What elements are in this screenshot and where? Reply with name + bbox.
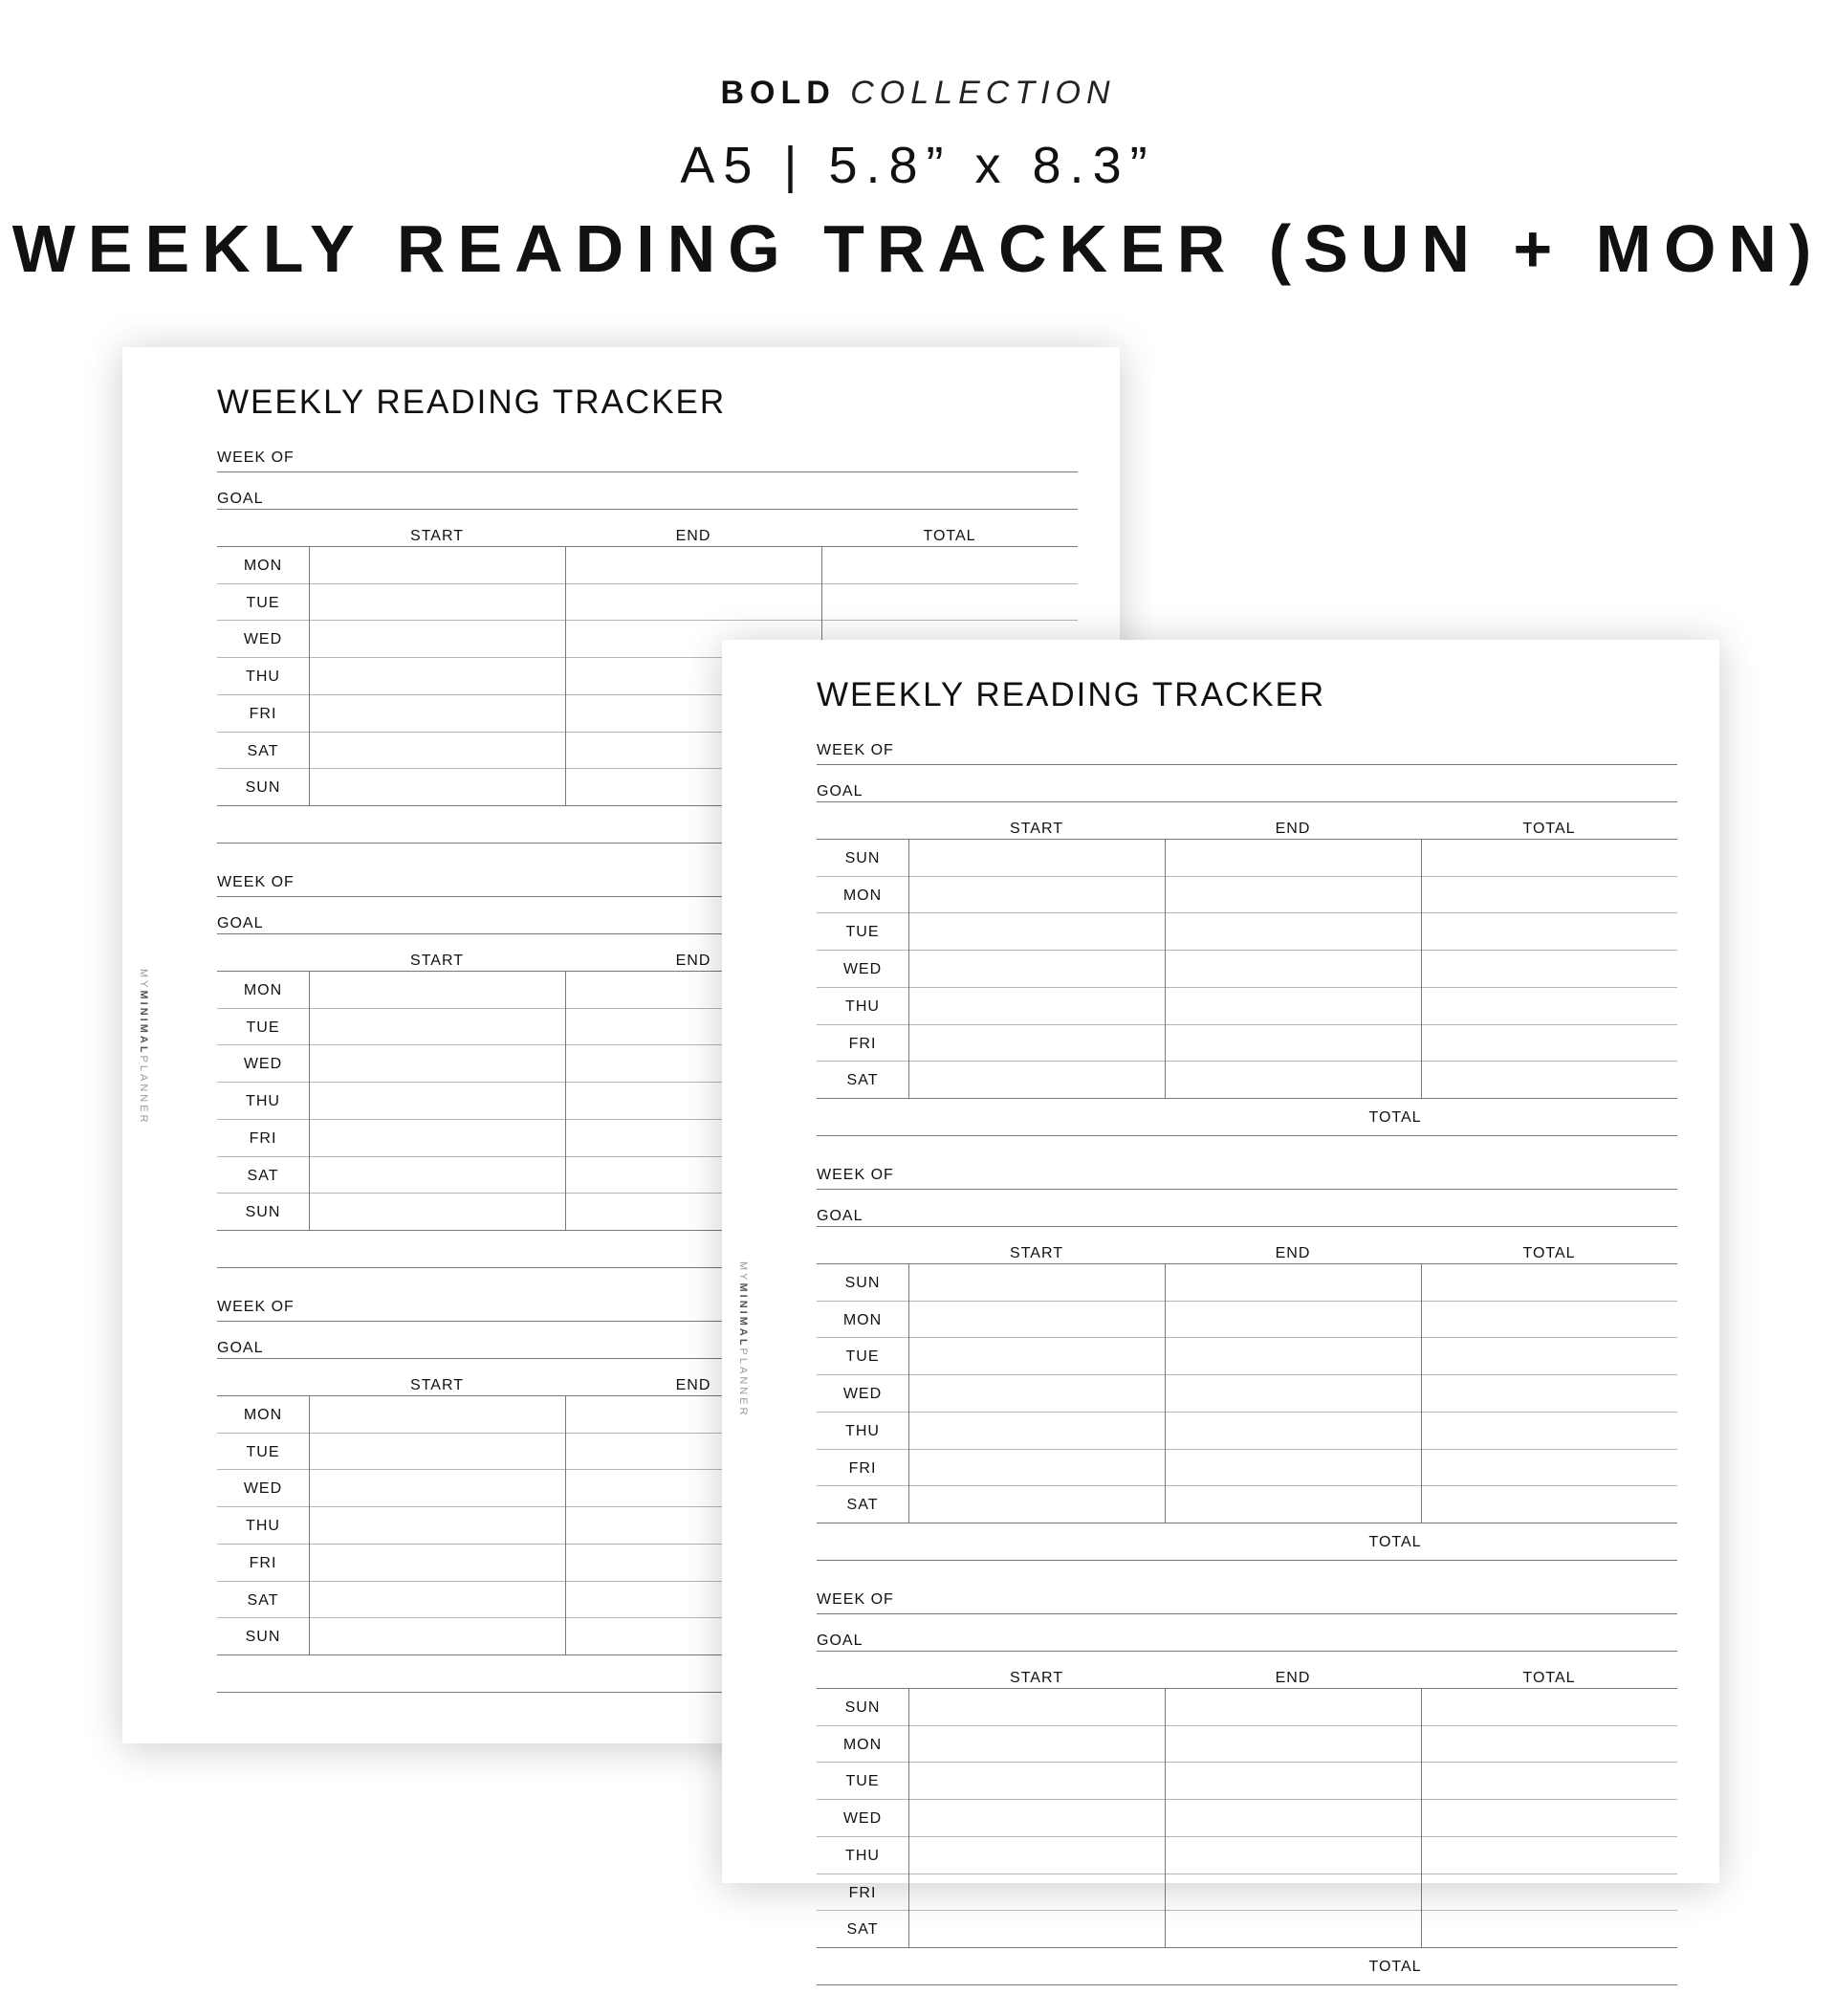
day-label: TUE	[246, 594, 280, 611]
row-divider	[817, 1762, 1677, 1763]
week-of-label: WEEK OF	[817, 1591, 894, 1608]
day-label: TUE	[845, 1348, 880, 1366]
weekly-total-line[interactable]	[817, 1560, 1677, 1561]
goal-line[interactable]	[817, 801, 1677, 802]
col-header-start: START	[410, 953, 464, 969]
col-header-start: START	[1010, 1670, 1063, 1686]
col-header-end: END	[1275, 1670, 1311, 1686]
col-header-start: START	[1010, 821, 1063, 837]
main-title: WEEKLY READING TRACKER (SUN + MON)	[11, 211, 1825, 286]
day-label: FRI	[249, 1129, 277, 1147]
sheet-title: WEEKLY READING TRACKER	[817, 676, 1326, 713]
table-bottom-line	[817, 1947, 1677, 1948]
day-label: MON	[243, 982, 283, 998]
row-divider	[817, 1374, 1677, 1375]
collection-bold: BOLD	[720, 75, 836, 111]
week-of-label: WEEK OF	[217, 874, 295, 890]
day-label: SAT	[846, 1497, 879, 1514]
table-top-line	[817, 839, 1677, 840]
brand-planner: PLANNER	[737, 1348, 749, 1418]
day-label: MON	[243, 558, 283, 574]
day-label: FRI	[848, 1035, 877, 1052]
column-divider	[908, 1688, 909, 1947]
day-label: WED	[243, 631, 283, 648]
day-label: SAT	[247, 1167, 279, 1184]
row-divider	[817, 1836, 1677, 1837]
column-divider	[908, 839, 909, 1098]
table-bottom-line	[817, 1098, 1677, 1099]
goal-line[interactable]	[817, 1226, 1677, 1227]
day-label: TUE	[246, 1443, 280, 1460]
column-divider	[1165, 839, 1166, 1098]
week-section	[817, 1591, 1677, 2016]
goal-label: GOAL	[817, 1208, 863, 1224]
week-section	[817, 1167, 1677, 1591]
day-label: THU	[845, 997, 880, 1015]
day-label: MON	[842, 1311, 883, 1328]
column-divider	[1421, 839, 1422, 1098]
row-divider	[817, 1061, 1677, 1062]
week-of-label: WEEK OF	[817, 742, 894, 758]
day-label: WED	[842, 1386, 883, 1403]
day-label: THU	[845, 1847, 880, 1864]
day-label: TUE	[845, 924, 880, 941]
day-label: SAT	[846, 1921, 879, 1939]
weekly-total-label: TOTAL	[1368, 1958, 1422, 1975]
day-label: SUN	[245, 1204, 281, 1221]
column-divider	[309, 1395, 310, 1654]
day-label: SAT	[247, 1591, 279, 1609]
week-of-line[interactable]	[817, 764, 1677, 765]
col-header-total: TOTAL	[1522, 821, 1576, 837]
column-divider	[309, 971, 310, 1230]
day-label: TUE	[845, 1773, 880, 1790]
brand-minimal: MINIMAL	[737, 1282, 749, 1348]
week-of-line[interactable]	[817, 1613, 1677, 1614]
column-divider	[908, 1263, 909, 1523]
planner-sheet-sunday-start	[722, 640, 1719, 1975]
day-label: SUN	[245, 1629, 281, 1646]
day-label: TUE	[246, 1019, 280, 1036]
weekly-total-line[interactable]	[817, 1984, 1677, 1985]
day-label: FRI	[848, 1884, 877, 1901]
brand-logo	[737, 1261, 749, 1418]
column-divider	[565, 1395, 566, 1654]
row-divider	[817, 1337, 1677, 1338]
collection-line	[0, 75, 1836, 112]
col-header-start: START	[410, 528, 464, 544]
brand-my: MY	[737, 1261, 749, 1283]
week-of-line[interactable]	[217, 471, 1078, 472]
day-label: WED	[842, 1810, 883, 1828]
row-divider	[817, 1485, 1677, 1486]
day-label: THU	[246, 1093, 280, 1110]
column-divider	[1165, 1263, 1166, 1523]
day-label: FRI	[249, 1554, 277, 1571]
day-label: SAT	[247, 742, 279, 759]
row-divider	[817, 1412, 1677, 1413]
row-divider	[817, 912, 1677, 913]
goal-label: GOAL	[817, 1633, 863, 1649]
row-divider	[217, 583, 1078, 584]
day-label: WED	[243, 1056, 283, 1073]
col-header-total: TOTAL	[1522, 1670, 1576, 1686]
brand-my: MY	[138, 969, 149, 991]
table-top-line	[817, 1263, 1677, 1264]
day-label: THU	[246, 1518, 280, 1535]
goal-line[interactable]	[817, 1651, 1677, 1652]
size-line: A5 | 5.8” x 8.3”	[680, 137, 1156, 194]
day-label: WED	[842, 961, 883, 978]
row-divider	[817, 1910, 1677, 1911]
day-label: WED	[243, 1480, 283, 1498]
col-header-end: END	[675, 953, 711, 969]
day-label: FRI	[249, 705, 277, 722]
goal-label: GOAL	[217, 491, 264, 507]
day-label: THU	[246, 668, 280, 686]
col-header-start: START	[410, 1377, 464, 1393]
row-divider	[817, 987, 1677, 988]
week-of-line[interactable]	[817, 1189, 1677, 1190]
goal-label: GOAL	[817, 783, 863, 800]
col-header-end: END	[1275, 1245, 1311, 1261]
column-divider	[1421, 1688, 1422, 1947]
brand-minimal: MINIMAL	[138, 990, 149, 1056]
row-divider	[817, 876, 1677, 877]
col-header-end: END	[675, 1377, 711, 1393]
column-divider	[1165, 1688, 1166, 1947]
column-divider	[565, 546, 566, 805]
week-of-label: WEEK OF	[217, 1299, 295, 1315]
row-divider	[817, 1725, 1677, 1726]
day-label: MON	[842, 887, 883, 904]
row-divider	[817, 1799, 1677, 1800]
day-label: MON	[842, 1736, 883, 1753]
sheet-title: WEEKLY READING TRACKER	[217, 383, 727, 421]
weekly-total-label: TOTAL	[1368, 1108, 1422, 1126]
day-label: SUN	[844, 1699, 881, 1716]
column-divider	[1421, 1263, 1422, 1523]
day-label: SUN	[844, 850, 881, 866]
collection-rest: COLLECTION	[850, 75, 1116, 111]
day-label: SUN	[844, 1275, 881, 1291]
day-label: THU	[845, 1422, 880, 1439]
goal-label: GOAL	[217, 915, 264, 931]
row-divider	[817, 1024, 1677, 1025]
column-divider	[309, 546, 310, 805]
col-header-total: TOTAL	[1522, 1245, 1576, 1261]
day-label: SUN	[245, 779, 281, 797]
row-divider	[817, 950, 1677, 951]
week-section	[817, 742, 1677, 1167]
row-divider	[817, 1449, 1677, 1450]
weekly-total-label: TOTAL	[1368, 1533, 1422, 1550]
brand-planner: PLANNER	[138, 1055, 149, 1126]
table-top-line	[217, 546, 1078, 547]
column-divider	[565, 971, 566, 1230]
brand-logo	[138, 969, 149, 1126]
day-label: SAT	[846, 1072, 879, 1089]
row-divider	[817, 1301, 1677, 1302]
table-top-line	[817, 1688, 1677, 1689]
week-of-label: WEEK OF	[817, 1167, 894, 1183]
goal-line[interactable]	[217, 509, 1078, 510]
weekly-total-line[interactable]	[817, 1135, 1677, 1136]
goal-label: GOAL	[217, 1340, 264, 1356]
week-of-label: WEEK OF	[217, 449, 295, 466]
col-header-start: START	[1010, 1245, 1063, 1261]
col-header-total: TOTAL	[923, 528, 976, 544]
day-label: MON	[243, 1407, 283, 1423]
col-header-end: END	[1275, 821, 1311, 837]
day-label: FRI	[848, 1459, 877, 1477]
row-divider	[217, 620, 1078, 621]
col-header-end: END	[675, 528, 711, 544]
